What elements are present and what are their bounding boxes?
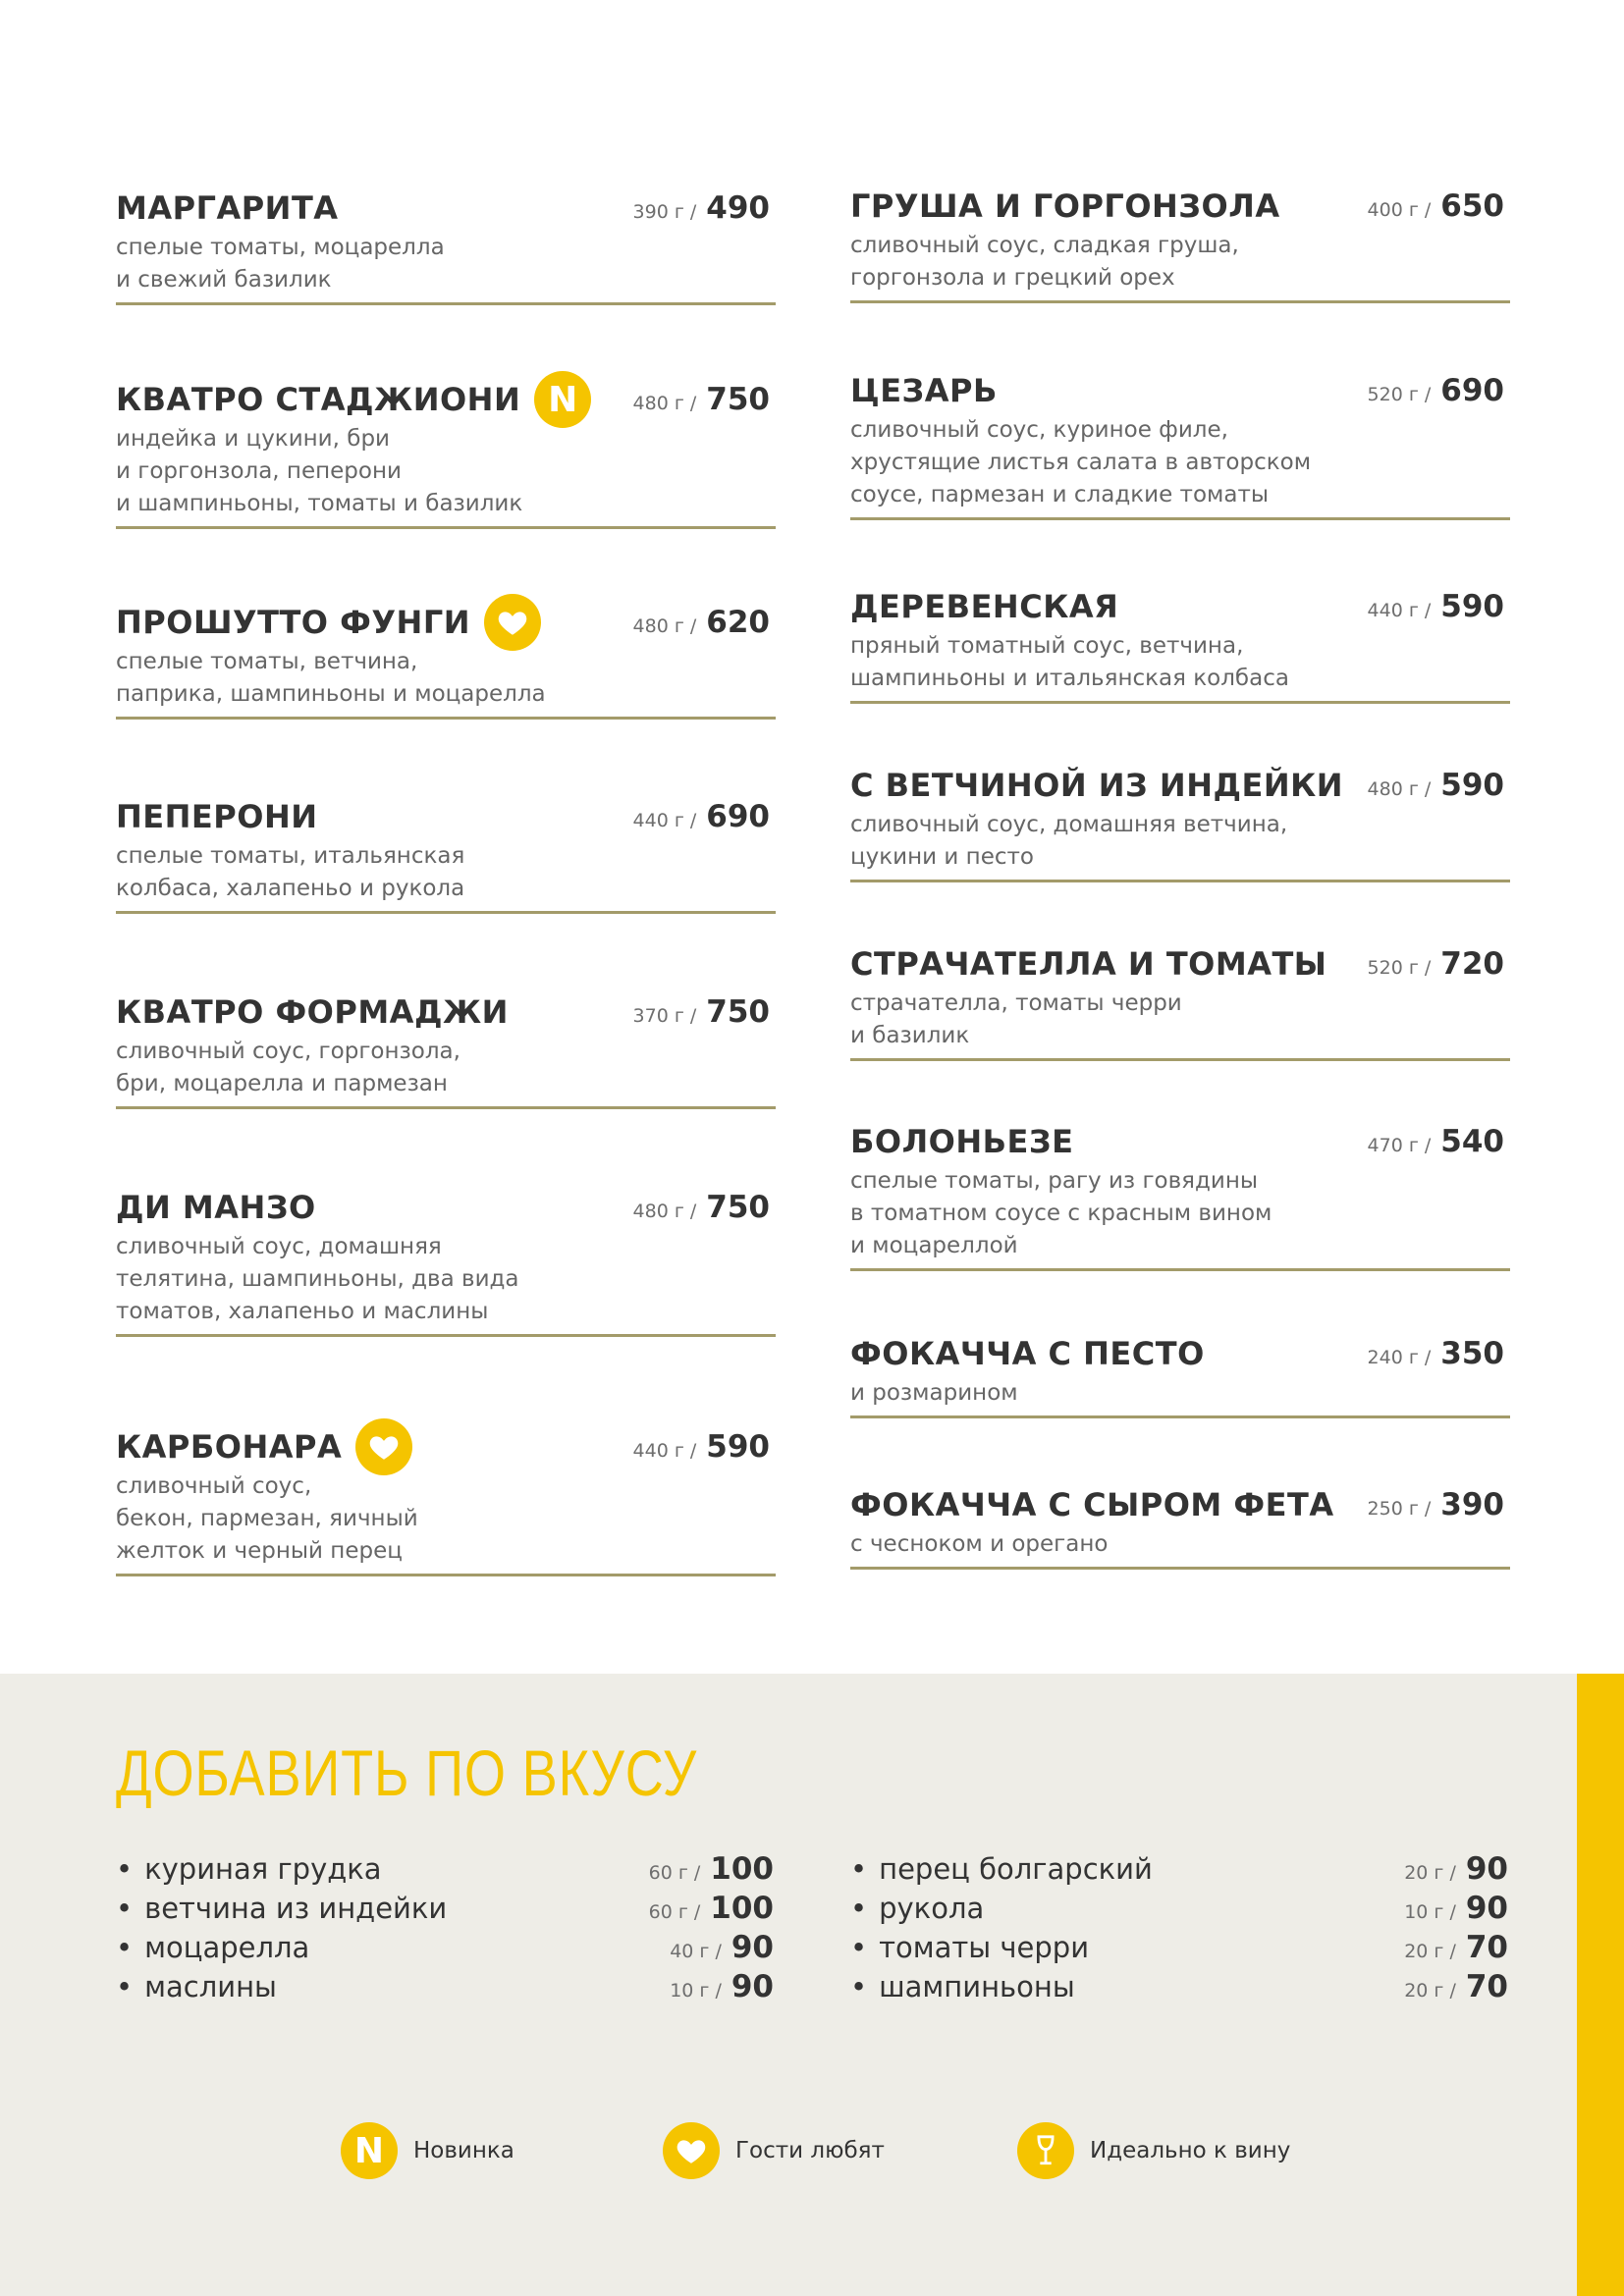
item-weight: 390 г / [632, 201, 697, 223]
desc-line: сливочный соус, куриное филе, [850, 417, 1228, 443]
item-description [850, 1377, 1510, 1415]
desc-line: сливочный соус, сладкая груша, [850, 233, 1239, 258]
item-description [116, 1036, 776, 1106]
legend-wine-label: Идеально к вину [1090, 2138, 1291, 2163]
item-price: 690 [1440, 373, 1504, 408]
item-weight: 480 г / [1367, 778, 1432, 800]
item-name: КВАТРО СТАДЖИОНИ [116, 381, 521, 418]
menu-item-margherita[interactable] [116, 185, 776, 305]
extra-price: 90 [1465, 1851, 1508, 1887]
menu-item-caesar[interactable] [850, 367, 1510, 520]
desc-line: пряный томатный соус, ветчина, [850, 633, 1244, 659]
desc-line: спелые томаты, итальянская [116, 843, 465, 869]
legend-heart [663, 2122, 885, 2179]
item-weight: 440 г / [632, 810, 697, 831]
item-name: ДИ МАНЗО [116, 1189, 316, 1226]
extra-label: • моцарелла [116, 1931, 309, 1964]
item-name: КВАТРО ФОРМАДЖИ [116, 993, 509, 1031]
item-price: 650 [1440, 188, 1504, 224]
extra-price: 70 [1465, 1969, 1508, 2004]
extra-weight: 60 г / [648, 1901, 701, 1923]
extra-item[interactable] [850, 1930, 1508, 1969]
desc-line: цукини и песто [850, 844, 1034, 870]
extra-item[interactable] [116, 1930, 774, 1969]
desc-line: в томатном соусе с красным вином [850, 1201, 1272, 1226]
heart-icon [355, 1418, 412, 1475]
extras-list-left [116, 1851, 774, 2008]
item-name: ДЕРЕВЕНСКАЯ [850, 588, 1119, 625]
extra-price: 90 [1465, 1891, 1508, 1926]
item-description [116, 1231, 776, 1334]
desc-line: индейка и цукини, бри [116, 426, 390, 452]
extra-label: • ветчина из индейки [116, 1892, 447, 1925]
item-weight: 480 г / [632, 393, 697, 414]
item-price: 590 [1440, 589, 1504, 624]
desc-line: и моцареллой [850, 1233, 1018, 1258]
item-weight: 480 г / [632, 1201, 697, 1222]
menu-item-pear-gorgonzola[interactable] [850, 183, 1510, 303]
menu-item-prosciutto-funghi[interactable] [116, 599, 776, 720]
desc-line: бекон, пармезан, яичный [116, 1506, 418, 1531]
extra-price: 70 [1465, 1930, 1508, 1965]
menu-item-turkey-ham[interactable] [850, 762, 1510, 882]
item-description [850, 1528, 1510, 1567]
accent-side-bar [1577, 1674, 1624, 2296]
extra-weight: 20 г / [1404, 1980, 1456, 2002]
item-name: БОЛОНЬЕЗЕ [850, 1123, 1074, 1160]
desc-line: спелые томаты, ветчина, [116, 649, 418, 674]
item-name: ФОКАЧЧА С ПЕСТО [850, 1335, 1205, 1372]
item-description [850, 630, 1510, 701]
item-weight: 400 г / [1367, 199, 1432, 221]
extra-item[interactable] [116, 1851, 774, 1891]
extra-price: 90 [731, 1969, 774, 2004]
item-name: СТРАЧАТЕЛЛА И ТОМАТЫ [850, 945, 1327, 983]
item-description [116, 840, 776, 911]
desc-line: томатов, халапеньо и маслины [116, 1299, 489, 1324]
item-weight: 480 г / [632, 615, 697, 637]
item-description [116, 423, 776, 526]
item-description [850, 230, 1510, 300]
menu-item-derevenskaya[interactable] [850, 583, 1510, 704]
menu-item-bolognese[interactable] [850, 1118, 1510, 1271]
extra-label: • шампиньоны [850, 1970, 1075, 2003]
extra-label: • маслины [116, 1970, 277, 2003]
item-weight: 520 г / [1367, 957, 1432, 979]
item-name: МАРГАРИТА [116, 189, 339, 227]
item-price: 690 [706, 799, 770, 834]
extra-price: 100 [710, 1891, 774, 1926]
item-weight: 440 г / [1367, 600, 1432, 621]
item-description [850, 809, 1510, 880]
extra-item[interactable] [116, 1969, 774, 2008]
desc-line: сливочный соус, [116, 1473, 312, 1499]
desc-line: шампиньоны и итальянская колбаса [850, 666, 1289, 691]
menu-item-stracciatella[interactable] [850, 940, 1510, 1061]
item-description [850, 414, 1510, 517]
desc-line: сливочный соус, домашняя [116, 1234, 442, 1259]
item-price: 750 [706, 1190, 770, 1225]
extra-weight: 20 г / [1404, 1862, 1456, 1884]
menu-item-quattro-formaggi[interactable] [116, 988, 776, 1109]
desc-line: желток и черный перец [116, 1538, 403, 1564]
extras-title: ДОБАВИТЬ ПО ВКУСУ [116, 1736, 698, 1809]
item-weight: 370 г / [632, 1005, 697, 1027]
desc-line: горгонзола и грецкий орех [850, 265, 1175, 291]
item-price: 590 [1440, 768, 1504, 803]
item-weight: 250 г / [1367, 1498, 1432, 1520]
desc-line: и горгонзола, пеперони [116, 458, 402, 484]
item-description [850, 988, 1510, 1058]
new-badge-icon: N [534, 371, 591, 428]
desc-line: и базилик [850, 1023, 970, 1048]
item-name: ГРУША И ГОРГОНЗОЛА [850, 187, 1280, 225]
desc-line: телятина, шампиньоны, два вида [116, 1266, 519, 1292]
desc-line: спелые томаты, моцарелла [116, 235, 445, 260]
item-price: 750 [706, 994, 770, 1030]
desc-line: и розмарином [850, 1380, 1018, 1406]
heart-icon [484, 594, 541, 651]
desc-line: спелые томаты, рагу из говядины [850, 1168, 1259, 1194]
item-description [850, 1165, 1510, 1268]
menu-item-focaccia-feta[interactable] [850, 1481, 1510, 1570]
extra-weight: 40 г / [670, 1941, 722, 1962]
menu-item-carbonara[interactable] [116, 1423, 776, 1576]
item-name: ЦЕЗАРЬ [850, 372, 998, 409]
extras-list-right [850, 1851, 1508, 2008]
item-weight: 240 г / [1367, 1347, 1432, 1368]
extra-item[interactable] [850, 1851, 1508, 1891]
item-name: ПЕПЕРОНИ [116, 798, 318, 835]
extra-weight: 10 г / [670, 1980, 722, 2002]
extra-item[interactable] [850, 1891, 1508, 1930]
extra-label: • куриная грудка [116, 1852, 382, 1886]
menu-item-pepperoni[interactable] [116, 793, 776, 914]
desc-line: и свежий базилик [116, 267, 332, 293]
item-description [116, 1470, 776, 1574]
extra-weight: 20 г / [1404, 1941, 1456, 1962]
menu-item-quattro-stagioni[interactable] [116, 376, 776, 529]
item-description [116, 646, 776, 717]
extra-price: 100 [710, 1851, 774, 1887]
item-name: КАРБОНАРА [116, 1428, 343, 1466]
desc-line: паприка, шампиньоны и моцарелла [116, 681, 546, 707]
legend-new [341, 2122, 514, 2179]
item-description [116, 232, 776, 302]
item-price: 390 [1440, 1487, 1504, 1522]
item-price: 350 [1440, 1336, 1504, 1371]
item-name: ФОКАЧЧА С СЫРОМ ФЕТА [850, 1486, 1334, 1523]
menu-item-di-manzo[interactable] [116, 1184, 776, 1337]
desc-line: сливочный соус, домашняя ветчина, [850, 812, 1288, 837]
heart-icon [663, 2122, 720, 2179]
desc-line: с чесноком и орегано [850, 1531, 1109, 1557]
menu-item-focaccia-pesto[interactable] [850, 1330, 1510, 1418]
item-weight: 470 г / [1367, 1135, 1432, 1156]
desc-line: хрустящие листья салата в авторском [850, 450, 1312, 475]
extra-label: • рукола [850, 1892, 984, 1925]
item-weight: 440 г / [632, 1440, 697, 1462]
desc-line: бри, моцарелла и пармезан [116, 1071, 448, 1096]
item-name: С ВЕТЧИНОЙ ИЗ ИНДЕЙКИ [850, 767, 1344, 804]
desc-line: колбаса, халапеньо и рукола [116, 876, 465, 901]
extra-label: • перец болгарский [850, 1852, 1153, 1886]
desc-line: и шампиньоны, томаты и базилик [116, 491, 523, 516]
item-name: ПРОШУТТО ФУНГИ [116, 604, 470, 641]
item-price: 720 [1440, 946, 1504, 982]
item-price: 490 [706, 190, 770, 226]
extra-item[interactable] [850, 1969, 1508, 2008]
extra-weight: 10 г / [1404, 1901, 1456, 1923]
wine-glass-icon [1017, 2122, 1074, 2179]
item-price: 590 [706, 1429, 770, 1465]
extra-price: 90 [731, 1930, 774, 1965]
item-price: 540 [1440, 1124, 1504, 1159]
extra-item[interactable] [116, 1891, 774, 1930]
extra-weight: 60 г / [648, 1862, 701, 1884]
legend-heart-label: Гости любят [735, 2138, 885, 2163]
desc-line: сливочный соус, горгонзола, [116, 1039, 460, 1064]
desc-line: соусе, пармезан и сладкие томаты [850, 482, 1270, 507]
legend-new-label: Новинка [413, 2138, 514, 2163]
new-badge-icon: N [341, 2122, 398, 2179]
item-weight: 520 г / [1367, 384, 1432, 405]
legend-wine [1017, 2122, 1290, 2179]
item-price: 620 [706, 605, 770, 640]
extra-label: • томаты черри [850, 1931, 1089, 1964]
desc-line: страчателла, томаты черри [850, 990, 1182, 1016]
item-price: 750 [706, 382, 770, 417]
